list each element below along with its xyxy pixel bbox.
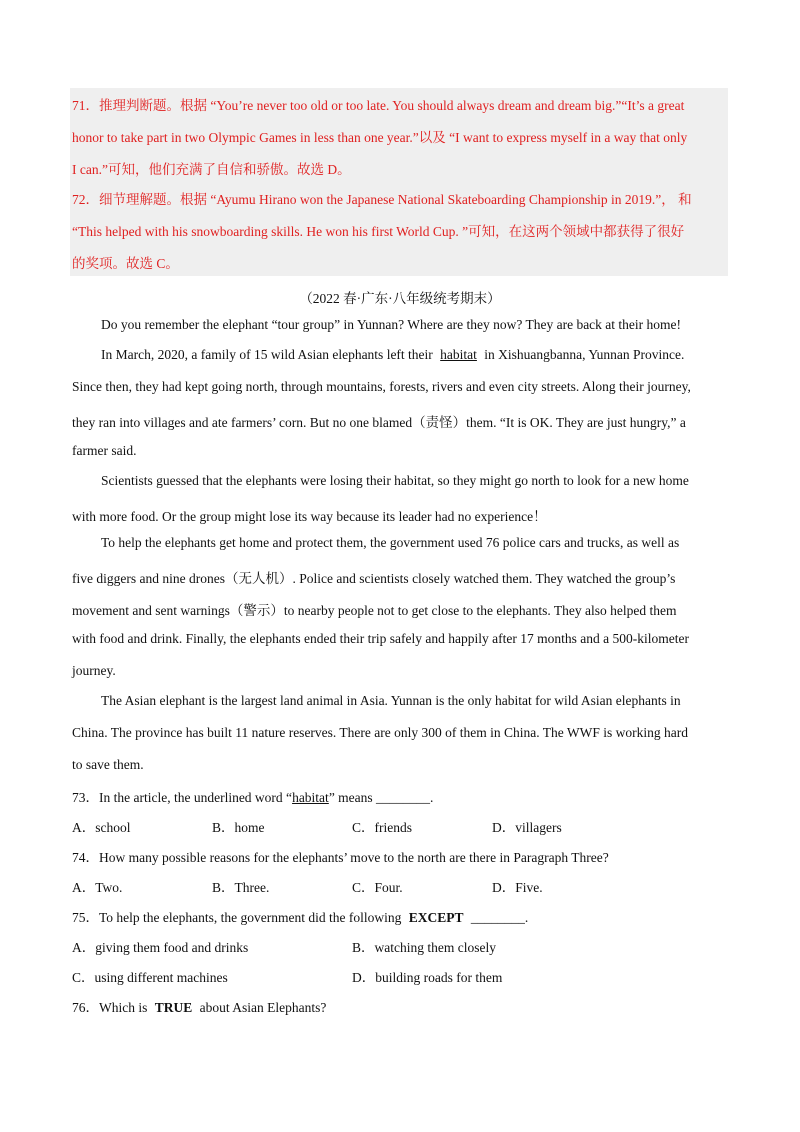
q73-option-b: B．home xyxy=(212,820,265,835)
passage-p5-line-3: to save them. xyxy=(72,757,144,772)
passage-p4-line-1: To help the elephants get home and protect them, the government used 76 police cars and trucks, as well as xyxy=(101,535,680,550)
answer-72-line-2: “This helped with his snowboarding skills. He won his first World Cup. ”可知，在这两个领域中都获得了很好 xyxy=(72,224,685,239)
q74-option-a: A．Two. xyxy=(72,880,123,895)
q74-option-d: D．Five. xyxy=(492,880,543,895)
question-76 xyxy=(72,996,326,1016)
q73-option-c: C．friends xyxy=(352,820,412,835)
q73-option-d: D．villagers xyxy=(492,820,562,835)
passage-p1: Do you remember the elephant “tour group” in Yunnan? Where are they now? They are back at their home! xyxy=(101,317,682,332)
q75-option-d: D．building roads for them xyxy=(352,970,503,985)
passage-text: in Xishuangbanna, Yunnan Province. xyxy=(484,347,685,362)
passage-p2-line-3: they ran into villages and ate farmers’ corn. But no one blamed（责怪）them. “It is OK. They are just hungry,” a xyxy=(72,415,686,430)
passage-p3-line-2: with more food. Or the group might lose its way because its leader had no experience！ xyxy=(72,509,547,524)
underlined-word-habitat: habitat xyxy=(292,790,329,805)
q75-option-a: A．giving them food and drinks xyxy=(72,940,249,955)
passage-p2-line-1 xyxy=(101,347,684,363)
question-75 xyxy=(72,906,528,926)
passage-text: In March, 2020, a family of 15 wild Asian elephants left their xyxy=(101,347,433,362)
passage-p4-line-4: with food and drink. Finally, the elephants ended their trip safely and happily after 17 months and a 500-kilometer xyxy=(72,631,689,646)
answer-blank: ________. xyxy=(470,910,529,925)
passage-p4-line-3: movement and sent warnings（警示）to nearby people not to get close to the elephants. They also helped them xyxy=(72,603,677,618)
answer-72-line-1: 72．细节理解题。根据 “Ayumu Hirano won the Japanese National Skateboarding Championship in 2019.”， 和 xyxy=(72,192,692,207)
passage-p4-line-2: five diggers and nine drones（无人机）. Police and scientists closely watched them. They watched the group’s xyxy=(72,571,676,586)
passage-p3-line-1: Scientists guessed that the elephants were losing their habitat, so they might go north to look for a new home xyxy=(101,473,689,488)
q75-option-b: B．watching them closely xyxy=(352,940,496,955)
question-text: 76．Which is xyxy=(72,1000,148,1015)
source-heading: （2022 春·广东·八年级统考期末） xyxy=(299,291,501,306)
emphasis-except: EXCEPT xyxy=(408,910,464,925)
answer-72-line-3: 的奖项。故选 C。 xyxy=(72,256,179,271)
answer-71-line-1: 71．推理判断题。根据 “You’re never too old or too late. You should always dream and dream big.”“It’s a great xyxy=(72,98,685,113)
question-text: 73．In the article, the underlined word “ xyxy=(72,790,293,805)
question-text: ” means ________. xyxy=(328,790,434,805)
answer-71-line-2: honor to take part in two Olympic Games in less than one year.”以及 “I want to express myself in a way that only xyxy=(72,130,688,145)
q74-option-c: C．Four. xyxy=(352,880,403,895)
emphasis-true: TRUE xyxy=(154,1000,193,1015)
answer-71-line-3: I can.”可知，他们充满了自信和骄傲。故选 D。 xyxy=(72,162,351,177)
passage-p5-line-1: The Asian elephant is the largest land animal in Asia. Yunnan is the only habitat for wild Asian elephants in xyxy=(101,693,681,708)
q75-option-c: C．using different machines xyxy=(72,970,228,985)
question-73 xyxy=(72,786,433,806)
question-text: 75．To help the elephants, the government did the following xyxy=(72,910,402,925)
question-text: about Asian Elephants? xyxy=(199,1000,327,1015)
q73-option-a: A．school xyxy=(72,820,131,835)
passage-p2-line-2: Since then, they had kept going north, through mountains, forests, rivers and even city streets. Along their journey, xyxy=(72,379,691,394)
q74-option-b: B．Three. xyxy=(212,880,270,895)
passage-p2-line-4: farmer said. xyxy=(72,443,137,458)
question-74: 74．How many possible reasons for the elephants’ move to the north are there in Paragraph Three? xyxy=(72,850,609,865)
passage-p5-line-2: China. The province has built 11 nature reserves. There are only 300 of them in China. The WWF is working hard xyxy=(72,725,688,740)
underlined-word-habitat: habitat xyxy=(440,347,477,362)
passage-p4-line-5: journey. xyxy=(72,663,116,678)
